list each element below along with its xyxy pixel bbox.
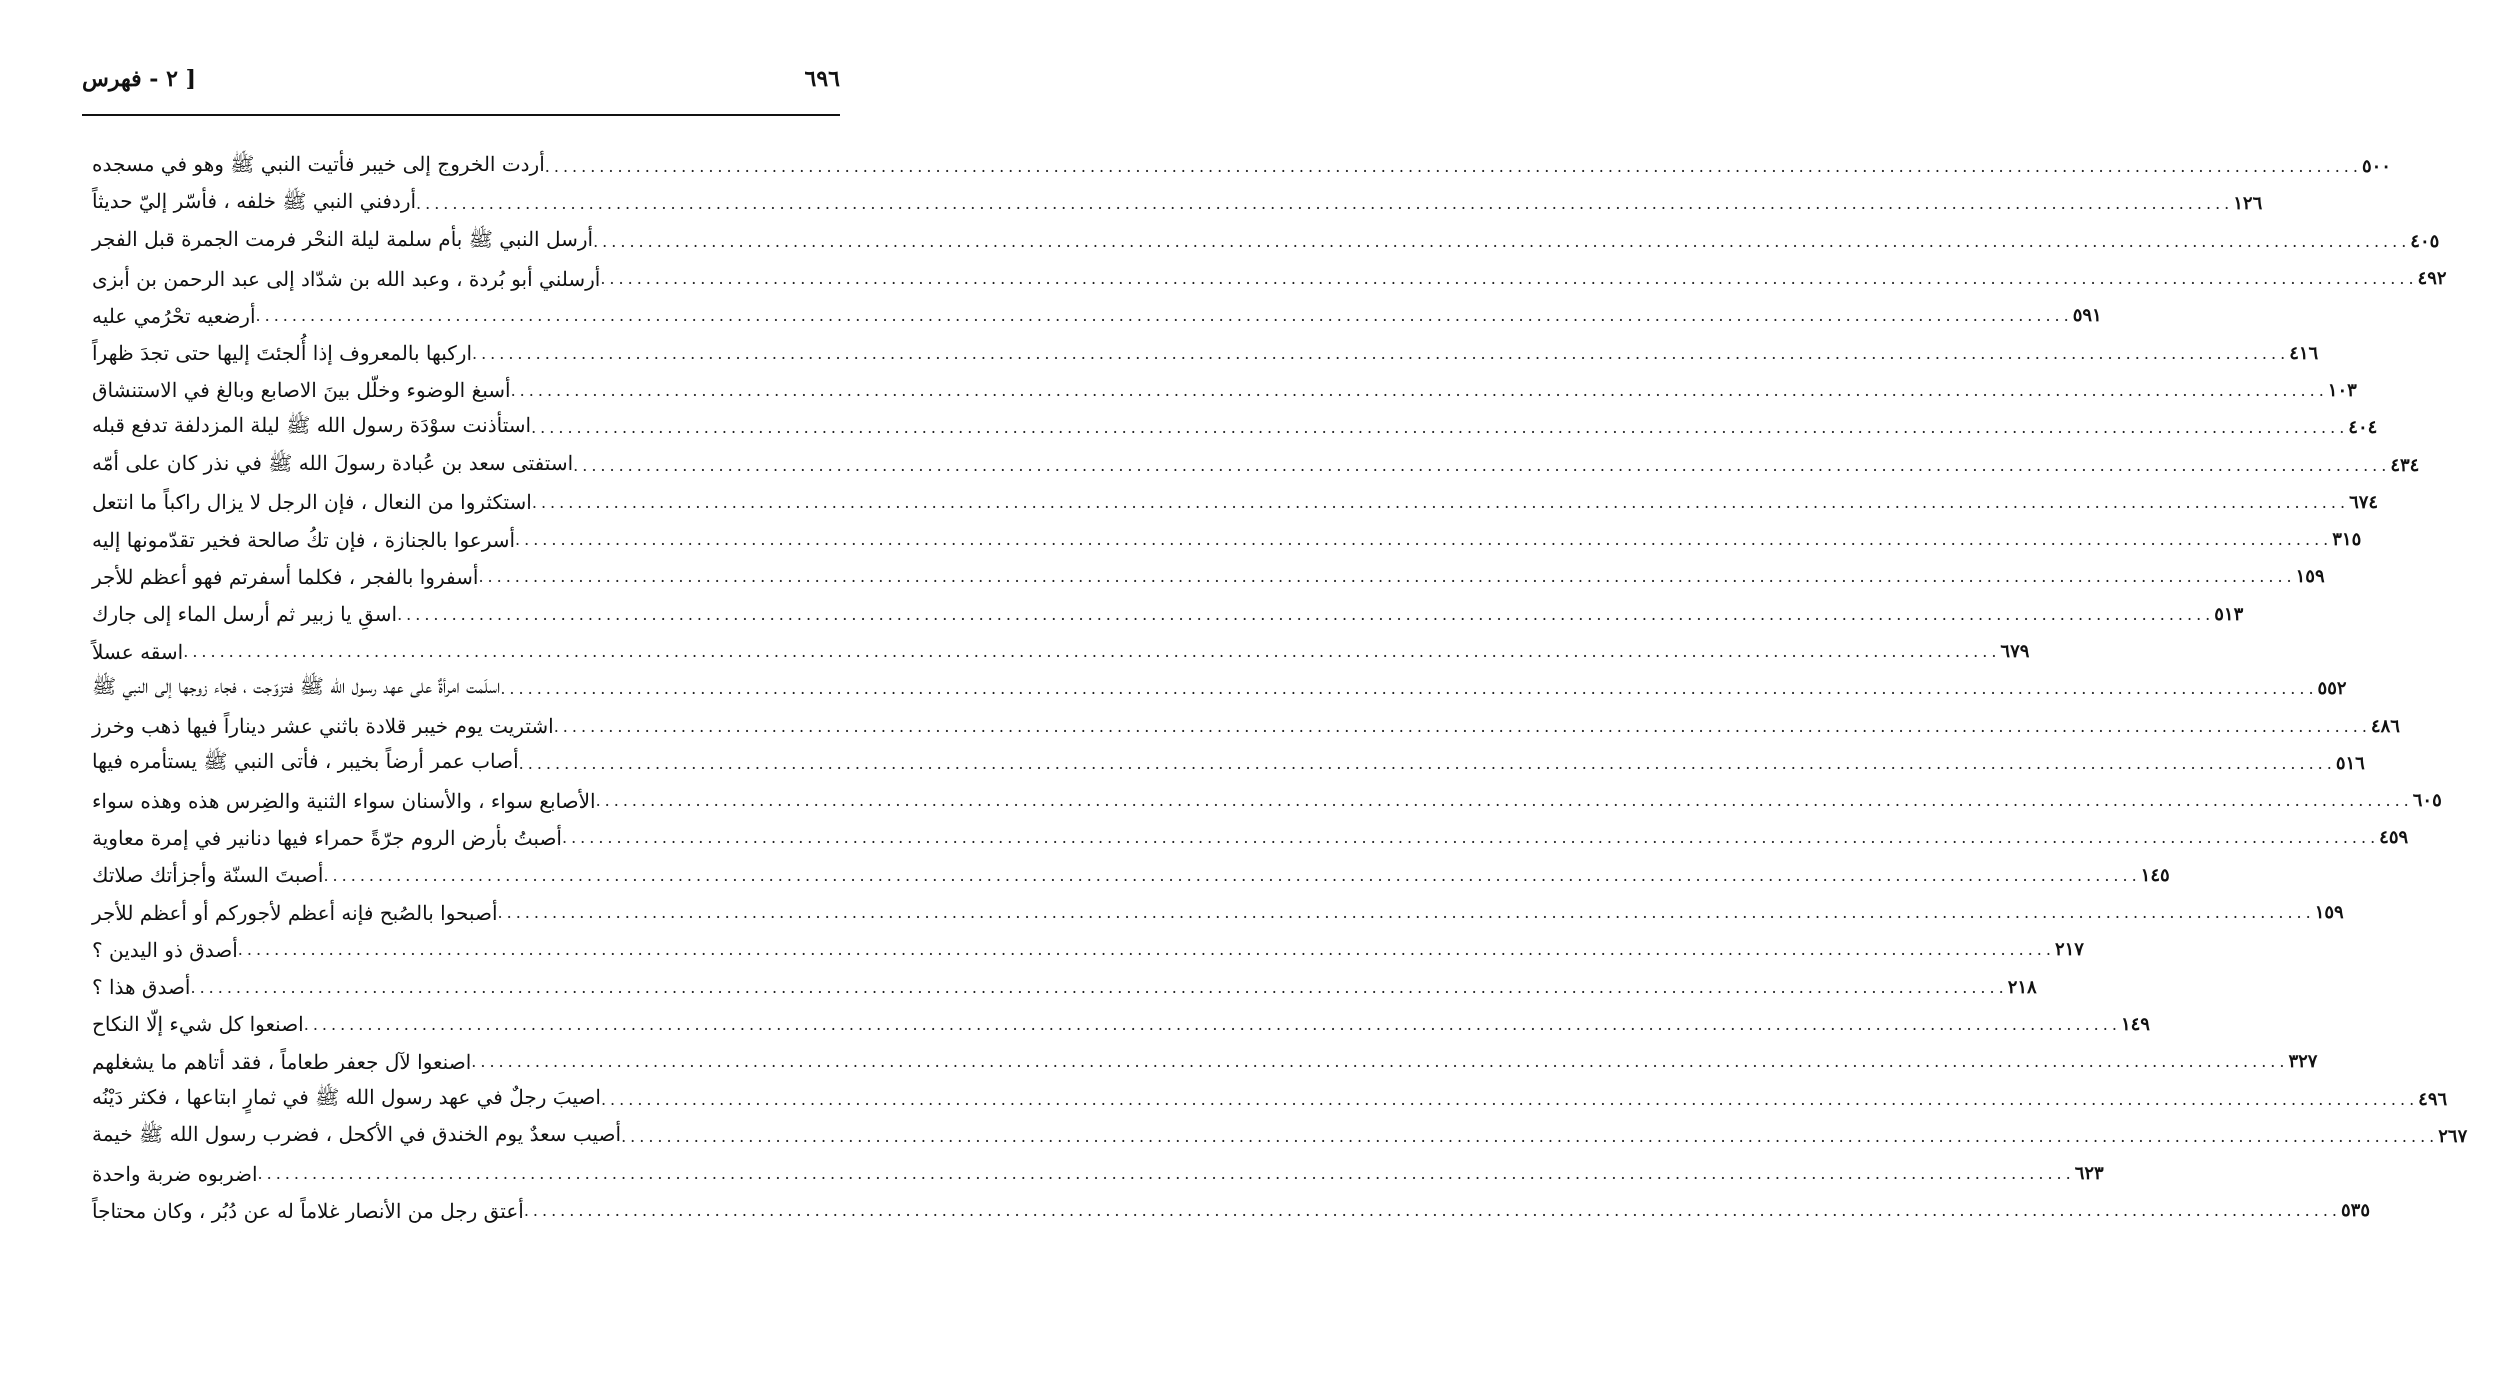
entry-text: أرسلني أبو بُردة ، وعبد الله بن شدّاد إلى عبد الرحمن بن أبزى xyxy=(92,266,601,291)
entry-page-number: ٥١٦ xyxy=(2335,752,2365,774)
dot-leader: ........................................................................................................................................................................................................ xyxy=(303,1014,2121,1034)
index-entry xyxy=(82,185,2263,222)
section-label: [ ٢ - فهرس xyxy=(82,66,197,92)
entry-text: اركبها بالمعروف إذا أُلجئتَ إليها حتى تجدَ ظهراً xyxy=(92,341,472,366)
index-entry xyxy=(82,1080,2448,1117)
entry-text: اصنعوا لآل جعفر طعاماً ، فقد أتاهم ما يشغلهم xyxy=(92,1049,472,1074)
entry-page-number: ٣٢٧ xyxy=(2288,1051,2318,1073)
dot-leader: ........................................................................................................................................................................................................ xyxy=(255,306,2073,326)
entry-page-number: ٥٣٥ xyxy=(2341,1200,2371,1222)
hadith-index-list xyxy=(82,148,2468,1230)
index-entry xyxy=(82,148,2391,185)
dot-leader: ........................................................................................................................................................................................................ xyxy=(593,231,2411,251)
dot-leader: ........................................................................................................................................................................................................ xyxy=(510,380,2328,400)
index-entry xyxy=(82,484,2379,521)
entry-text: أردفني النبي ﷺ خلفه ، فأسّر إليّ حديثاً xyxy=(92,189,417,214)
dot-leader: ........................................................................................................................................................................................................ xyxy=(518,753,2336,773)
dot-leader: ........................................................................................................................................................................................................ xyxy=(500,679,2318,699)
entry-text: أصبتَ السنّة وأجزأتك صلاتك xyxy=(92,863,324,888)
entry-page-number: ٥٥٢ xyxy=(2317,678,2347,700)
index-entry xyxy=(82,1118,2468,1155)
entry-text: استأذنت سوْدَة رسول الله ﷺ ليلة المزدلفة تدفع قبله xyxy=(92,413,532,438)
entry-text: أسفروا بالفجر ، فكلما أسفرتم فهو أعظم للأجر xyxy=(92,564,479,589)
entry-page-number: ٤٣٤ xyxy=(2390,454,2420,476)
entry-text: استكثروا من النعال ، فإن الرجل لا يزال راكباً ما انتعل xyxy=(92,490,532,515)
dot-leader: ........................................................................................................................................................................................................ xyxy=(621,1126,2439,1146)
index-entry xyxy=(82,1006,2150,1043)
dot-leader: ........................................................................................................................................................................................................ xyxy=(257,1164,2075,1184)
entry-page-number: ٦٢٣ xyxy=(2074,1163,2104,1185)
index-entry xyxy=(82,446,2420,483)
header-rule xyxy=(82,114,840,116)
dot-leader: ........................................................................................................................................................................................................ xyxy=(478,567,2296,587)
dot-leader: ........................................................................................................................................................................................................ xyxy=(600,1089,2419,1109)
entry-text: أردت الخروج إلى خيبر فأتيت النبي ﷺ وهو في مسجده xyxy=(92,152,545,177)
entry-page-number: ٢٦٧ xyxy=(2438,1125,2468,1147)
entry-page-number: ١٤٥ xyxy=(2140,864,2170,886)
index-entry xyxy=(82,372,2357,409)
index-entry xyxy=(82,894,2344,931)
entry-text: أصبتُ بأرض الروم جرّةً حمراء فيها دنانير في إمرة معاوية xyxy=(92,825,562,850)
dot-leader: ........................................................................................................................................................................................................ xyxy=(472,343,2290,363)
index-entry xyxy=(82,223,2440,260)
entry-page-number: ٤١٦ xyxy=(2289,342,2319,364)
entry-text: اصيبَ رجلٌ في عهد رسول الله ﷺ في ثمارٍ ابتاعها ، فكثر دَيْنُه xyxy=(92,1084,601,1109)
index-entry xyxy=(82,633,2030,670)
index-entry xyxy=(82,297,2102,334)
dot-leader: ........................................................................................................................................................................................................ xyxy=(523,1201,2342,1221)
dot-leader: ........................................................................................................................................................................................................ xyxy=(531,418,2349,438)
entry-page-number: ٢١٧ xyxy=(2054,939,2084,961)
page-header xyxy=(82,62,840,102)
entry-page-number: ٦٧٤ xyxy=(2349,491,2379,513)
entry-page-number: ٥٠٠ xyxy=(2361,156,2391,178)
entry-text: أسرعوا بالجنازة ، فإن تكُ صالحة فخير تقدّمونها إليه xyxy=(92,527,516,552)
entry-page-number: ٤٨٦ xyxy=(2370,715,2400,737)
entry-page-number: ٤٩٦ xyxy=(2418,1088,2448,1110)
index-entry xyxy=(82,670,2347,707)
dot-leader: ........................................................................................................................................................................................................ xyxy=(190,977,2008,997)
index-entry xyxy=(82,1043,2318,1080)
entry-page-number: ١٤٩ xyxy=(2120,1013,2150,1035)
index-entry xyxy=(82,521,2362,558)
entry-text: اسلَمت امرأةٌ على عهد رسول الله ﷺ فتزوّجت ، فجاء زوجها إلى النبي ﷺ xyxy=(92,674,501,699)
entry-page-number: ١٥٩ xyxy=(2314,902,2344,924)
entry-text: اسقه عسلاً xyxy=(92,639,184,664)
entry-page-number: ٥٩١ xyxy=(2072,305,2102,327)
dot-leader: ........................................................................................................................................................................................................ xyxy=(471,1052,2289,1072)
entry-page-number: ٥١٣ xyxy=(2214,603,2244,625)
entry-page-number: ١٥٩ xyxy=(2295,566,2325,588)
index-entry xyxy=(82,782,2442,819)
dot-leader: ........................................................................................................................................................................................................ xyxy=(600,269,2418,289)
entry-page-number: ١٠٣ xyxy=(2327,379,2357,401)
entry-page-number: ٤٠٥ xyxy=(2410,230,2440,252)
index-entry xyxy=(82,334,2319,371)
dot-leader: ........................................................................................................................................................................................................ xyxy=(515,530,2333,550)
entry-text: استفتى سعد بن عُبادة رسولَ الله ﷺ في نذر كان على أمّه xyxy=(92,450,574,475)
entry-page-number: ٣١٥ xyxy=(2332,529,2362,551)
dot-leader: ........................................................................................................................................................................................................ xyxy=(416,194,2234,214)
entry-page-number: ٤٠٤ xyxy=(2348,417,2378,439)
entry-page-number: ٦٧٩ xyxy=(2000,641,2030,662)
entry-text: أصدق هذا ؟ xyxy=(92,975,191,1000)
entry-text: أصاب عمر أرضاً بخيبر ، فأتى النبي ﷺ يستأمره فيها xyxy=(92,748,519,773)
entry-text: اسقِ يا زبير ثم أرسل الماء إلى جارك xyxy=(92,602,398,627)
entry-page-number: ٢١٨ xyxy=(2007,976,2037,998)
entry-page-number: ٤٥٩ xyxy=(2379,827,2409,849)
index-entry xyxy=(82,857,2170,894)
entry-page-number: ٦٠٥ xyxy=(2412,790,2442,812)
index-entry xyxy=(82,1155,2104,1192)
index-entry xyxy=(82,1192,2371,1229)
dot-leader: ........................................................................................................................................................................................................ xyxy=(323,865,2141,885)
entry-text: أرضعيه تحْرُمي عليه xyxy=(92,303,256,328)
dot-leader: ........................................................................................................................................................................................................ xyxy=(544,157,2362,177)
entry-page-number: ٤٩٢ xyxy=(2417,268,2447,290)
index-entry xyxy=(82,558,2325,595)
entry-text: أصيب سعدٌ يوم الخندق في الأكحل ، فضرب رسول الله ﷺ خيمة xyxy=(92,1121,622,1146)
dot-leader: ........................................................................................................................................................................................................ xyxy=(497,903,2315,923)
dot-leader: ........................................................................................................................................................................................................ xyxy=(237,940,2055,960)
index-entry xyxy=(82,969,2037,1006)
entry-text: أعتق رجل من الأنصار غلاماً له عن دُبُر ، وكان محتاجاً xyxy=(92,1198,524,1223)
index-entry xyxy=(82,745,2365,782)
entry-text: أصبحوا بالصُبح فإنه أعظم لأجوركم أو أعظم للأجر xyxy=(92,900,498,925)
dot-leader: ........................................................................................................................................................................................................ xyxy=(183,642,2001,661)
dot-leader: ........................................................................................................................................................................................................ xyxy=(573,455,2391,475)
entry-text: اصنعوا كل شيء إلّا النكاح xyxy=(92,1012,304,1037)
index-entry xyxy=(82,931,2084,968)
index-entry xyxy=(82,596,2244,633)
index-entry xyxy=(82,819,2409,856)
entry-text: الأصابع سواء ، والأسنان سواء الثنية والضِرس هذه وهذه سواء xyxy=(92,788,596,813)
entry-text: أصدق ذو اليدين ؟ xyxy=(92,937,238,962)
page-number: ٦٩٦ xyxy=(804,66,840,92)
entry-page-number: ١٢٦ xyxy=(2233,193,2263,215)
dot-leader: ........................................................................................................................................................................................................ xyxy=(595,791,2413,811)
dot-leader: ........................................................................................................................................................................................................ xyxy=(553,716,2371,736)
entry-text: أرسل النبي ﷺ بأم سلمة ليلة النحْر فرمت الجمرة قبل الفجر xyxy=(92,226,594,251)
index-entry xyxy=(82,707,2400,744)
entry-text: اضربوه ضربة واحدة xyxy=(92,1161,258,1186)
index-entry xyxy=(82,409,2378,446)
dot-leader: ........................................................................................................................................................................................................ xyxy=(531,492,2350,512)
dot-leader: ........................................................................................................................................................................................................ xyxy=(561,828,2380,848)
dot-leader: ........................................................................................................................................................................................................ xyxy=(397,604,2215,624)
index-entry xyxy=(82,260,2447,297)
entry-text: أسبغ الوضوء وخلّل بينَ الاصابع وبالغ في الاستنشاق xyxy=(92,378,511,403)
entry-text: اشتريت يوم خيبر قلادة باثني عشر ديناراً فيها ذهب وخرز xyxy=(92,714,554,739)
